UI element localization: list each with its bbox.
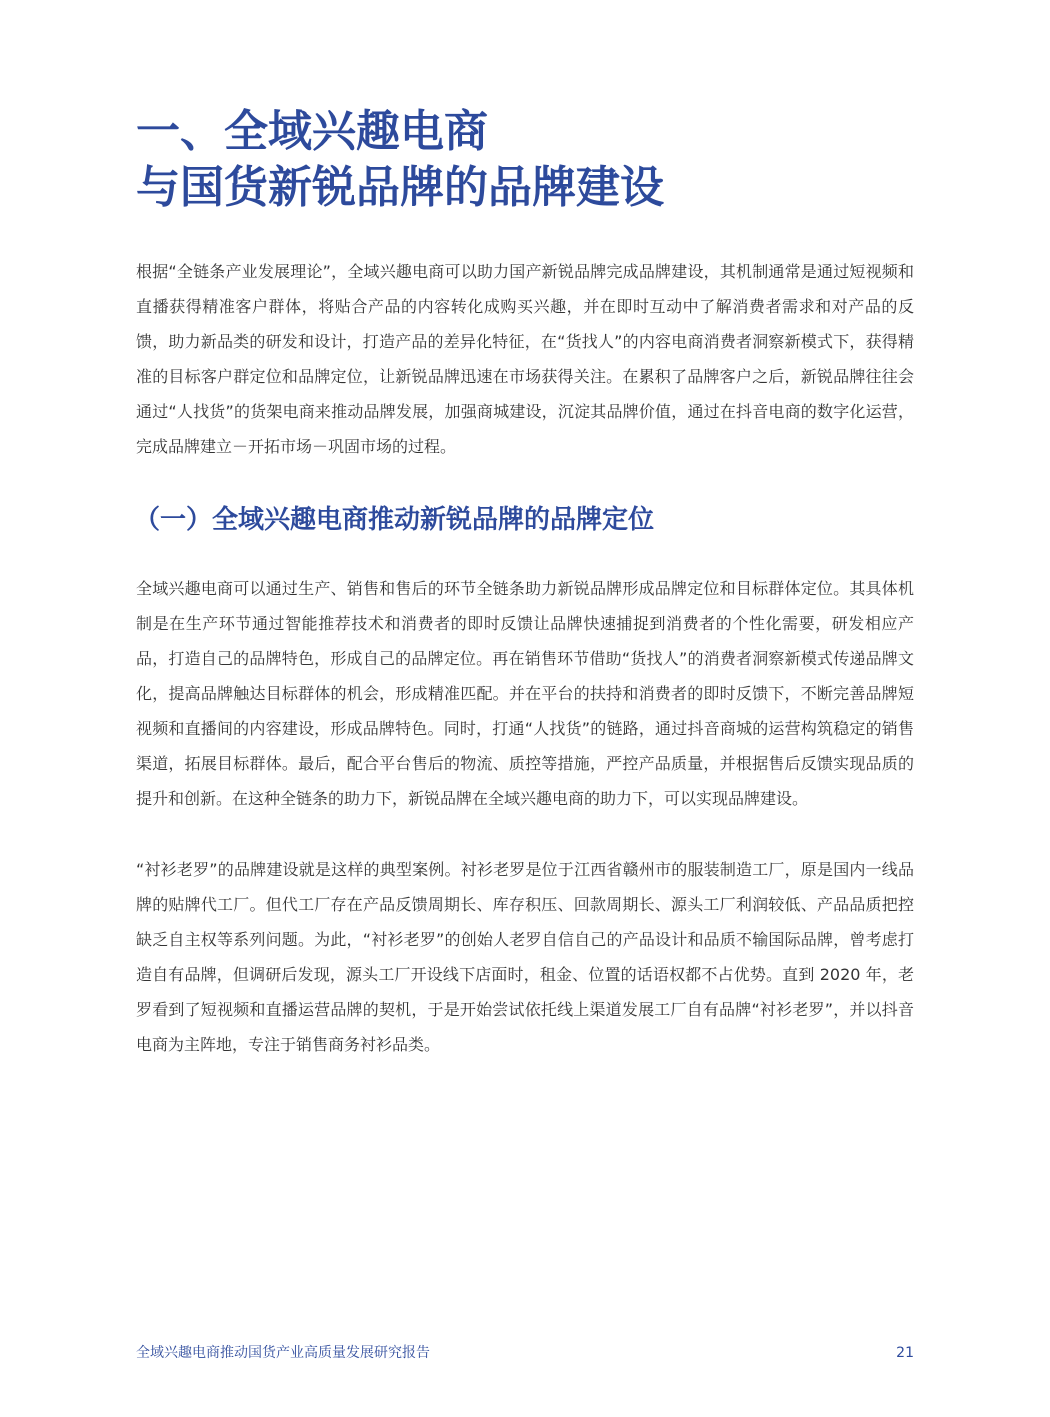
chapter-title bbox=[136, 104, 936, 216]
intro-paragraph: 根据“全链条产业发展理论”，全域兴趣电商可以助力国产新锐品牌完成品牌建设，其机制通常是通过短视频和直播获得精准客户群体，将贴合产品的内容转化成购买兴趣，并在即时互动中了解消费者需求和对产品的反馈，助力新品类的研发和设计，打造产品的差异化特征，在“货找人”的内容电商消费者洞察新模式下，获得精准的目标客户群定位和品牌定位，让新锐品牌迅速在市场获得关注。在累积了品牌客户之后，新锐品牌往往会通过“人找货”的货架电商来推动品牌发展，加强商城建设，沉淀其品牌价值，通过在抖音电商的数字化运营，完成品牌建立－开拓市场－巩固市场的过程。 bbox=[136, 262, 914, 456]
chapter-title-line-2: 与国货新锐品牌的品牌建设 bbox=[136, 162, 664, 213]
section-paragraph-1: 全域兴趣电商可以通过生产、销售和售后的环节全链条助力新锐品牌形成品牌定位和目标群体定位。其具体机制是在生产环节通过智能推荐技术和消费者的即时反馈让品牌快速捕捉到消费者的个性化需要，研发相应产品，打造自己的品牌特色，形成自己的品牌定位。再在销售环节借助“货找人”的消费者洞察新模式传递品牌文化，提高品牌触达目标群体的机会，形成精准匹配。并在平台的扶持和消费者的即时反馈下，不断完善品牌短视频和直播间的内容建设，形成品牌特色。同时，打通“人找货”的链路，通过抖音商城的运营构筑稳定的销售渠道，拓展目标群体。最后，配合平台售后的物流、质控等措施，严控产品质量，并根据售后反馈实现品质的提升和创新。在这种全链条的助力下，新锐品牌在全域兴趣电商的助力下，可以实现品牌建设。 bbox=[136, 579, 914, 808]
section-title: （一）全域兴趣电商推动新锐品牌的品牌定位 bbox=[134, 505, 655, 535]
page-number: 21 bbox=[896, 1345, 914, 1361]
section-paragraph-2: “衬衫老罗”的品牌建设就是这样的典型案例。衬衫老罗是位于江西省赣州市的服装制造工厂，原是国内一线品牌的贴牌代工厂。但代工厂存在产品反馈周期长、库存积压、回款周期长、源头工厂利润较低、产品品质把控缺乏自主权等系列问题。为此，“衬衫老罗”的创始人老罗自信自己的产品设计和品质不输国际品牌，曾考虑打造自有品牌，但调研后发现，源头工厂开设线下店面时，租金、位置的话语权都不占优势。直到 2020 年，老罗看到了短视频和直播运营品牌的契机，于是开始尝试依托线上渠道发展工厂自有品牌“衬衫老罗”，并以抖音电商为主阵地，专注于销售商务衬衫品类。 bbox=[136, 860, 914, 1054]
footer-report-title: 全域兴趣电商推动国货产业高质量发展研究报告 bbox=[136, 1345, 430, 1361]
chapter-title-line-1: 一、全域兴趣电商 bbox=[136, 106, 488, 157]
